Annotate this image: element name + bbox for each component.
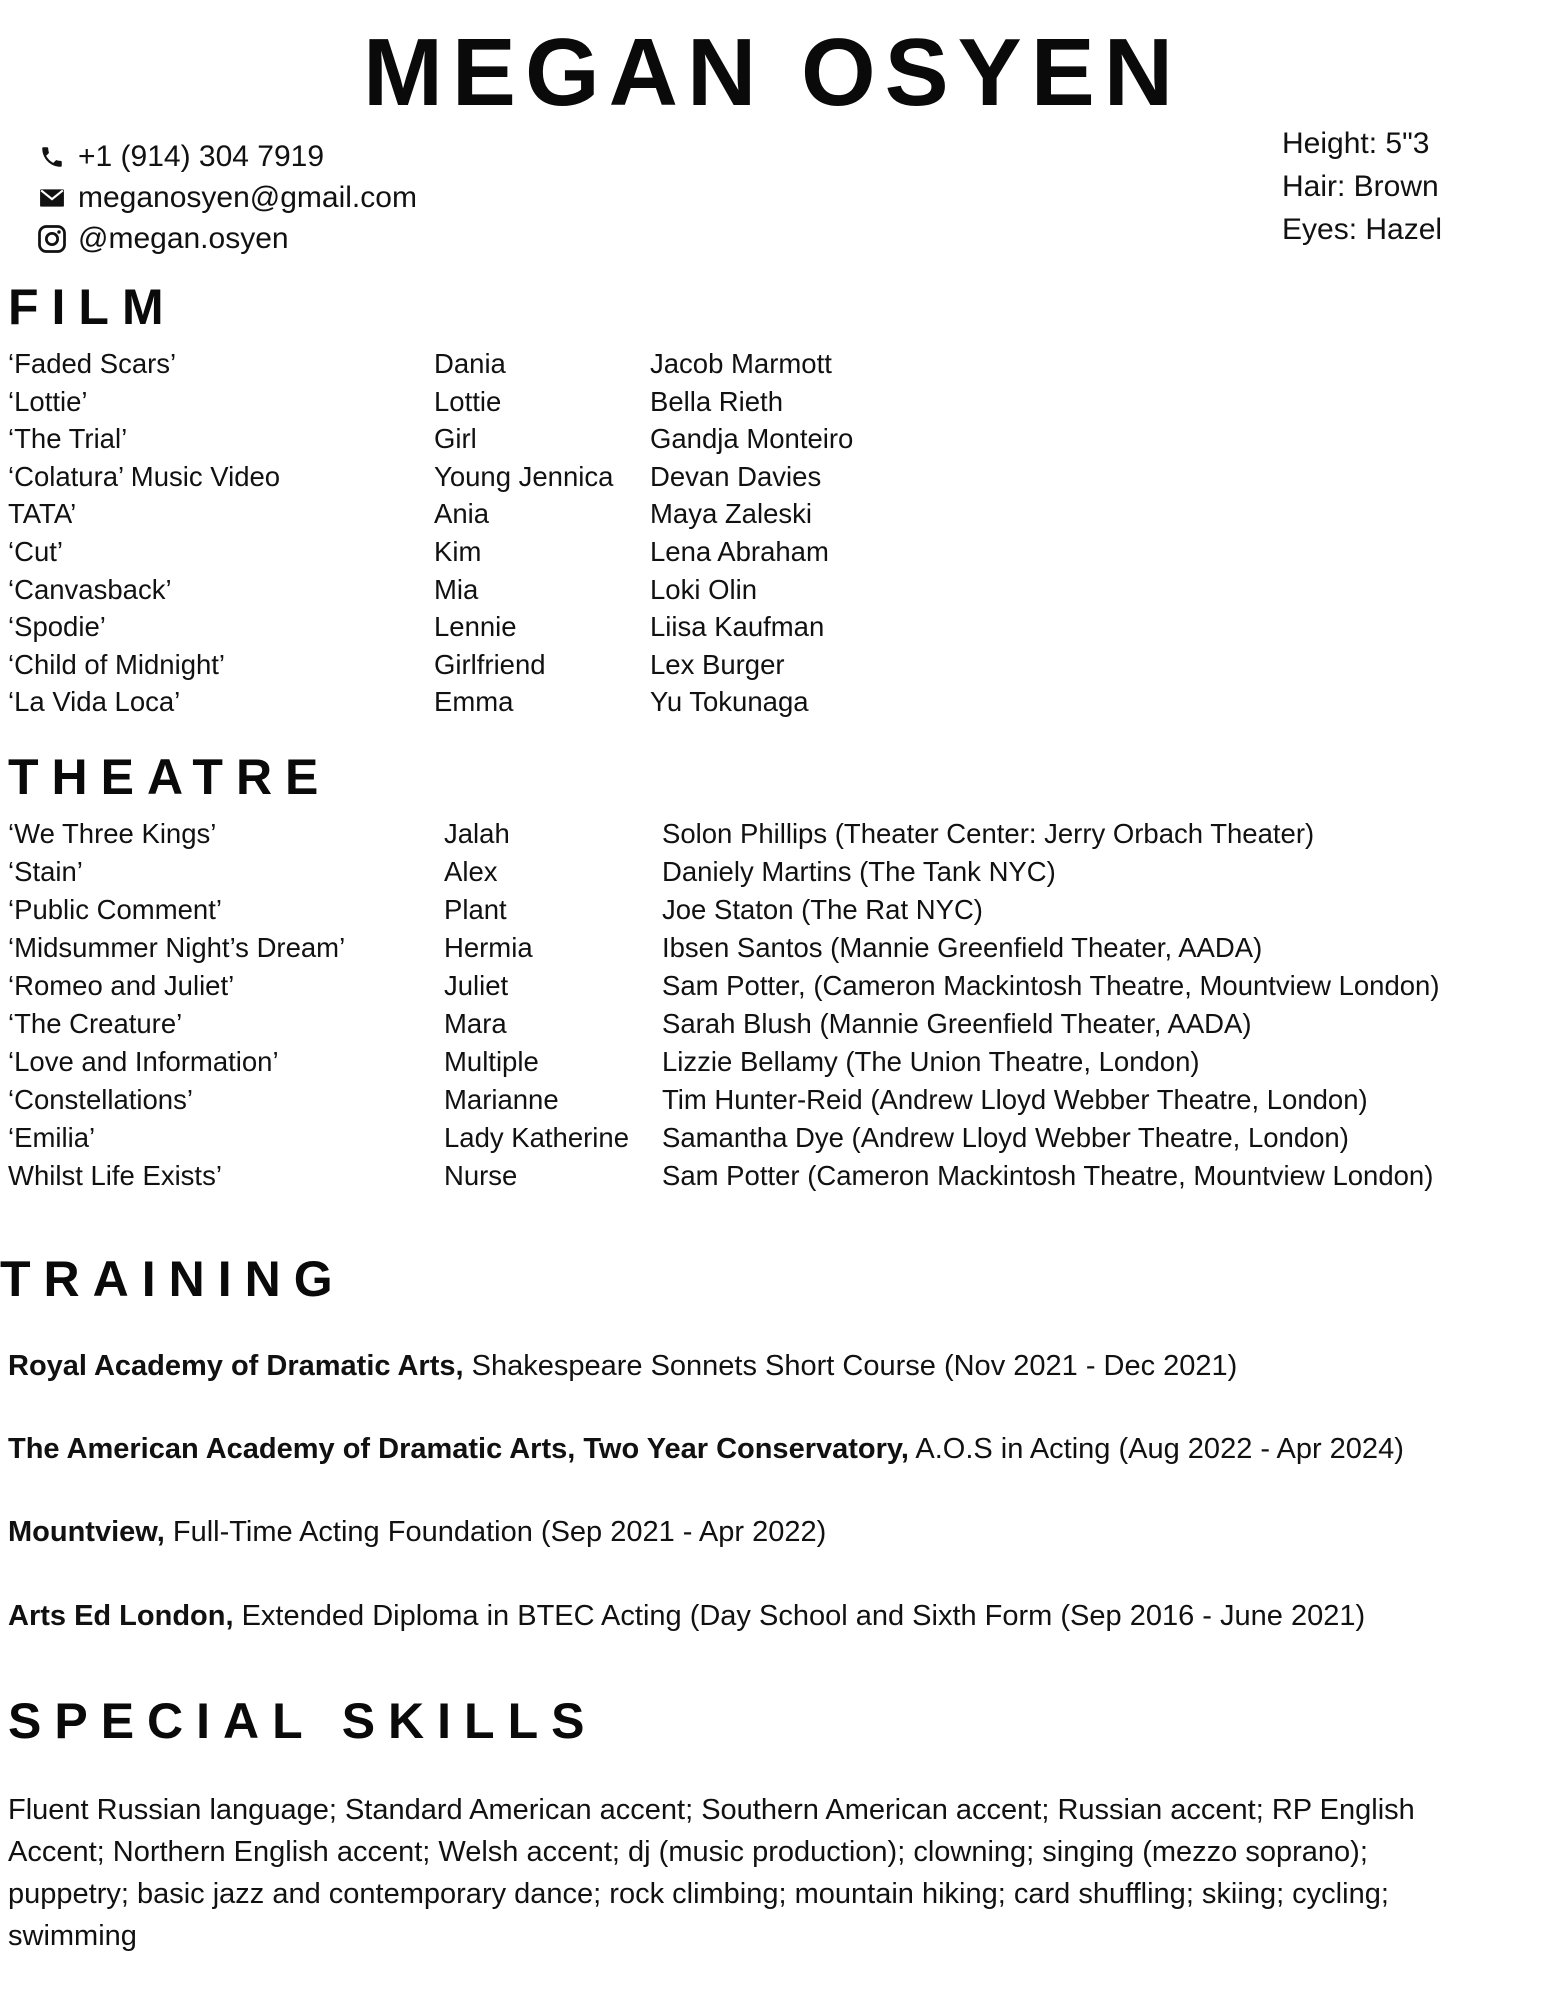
film-heading: FILM — [8, 279, 177, 335]
credit-title: ‘Emilia’ — [8, 1122, 96, 1153]
credit-row — [0, 348, 1545, 386]
credit-row — [0, 1122, 1545, 1160]
credit-title: ‘Constellations’ — [8, 1084, 193, 1115]
credit-row — [0, 574, 1545, 612]
credit-title: ‘The Trial’ — [8, 423, 128, 455]
phone-number: +1 (914) 304 7919 — [78, 140, 325, 173]
training-heading: TRAINING — [0, 1251, 346, 1307]
credit-director: Lizzie Bellamy (The Union Theatre, London) — [662, 1046, 1200, 1077]
training-item — [8, 1600, 1365, 1633]
credit-role: Marianne — [444, 1084, 559, 1115]
credit-role: Kim — [434, 536, 482, 567]
training-item — [8, 1433, 1404, 1466]
credit-director: Lena Abraham — [650, 536, 829, 567]
credit-director: Yu Tokunaga — [650, 686, 809, 718]
training-item — [8, 1516, 826, 1549]
credit-row — [0, 461, 1545, 499]
skills-line: swimming — [8, 1920, 137, 1952]
training-detail: Full-Time Acting Foundation (Sep 2021 - Apr 2022) — [164, 1516, 827, 1548]
training-school: Mountview, — [8, 1516, 165, 1548]
credit-row — [0, 649, 1545, 687]
credit-row — [0, 932, 1545, 970]
training-school: Arts Ed London, — [8, 1600, 234, 1632]
credit-role: Mara — [444, 1008, 507, 1039]
contact-email — [36, 178, 417, 218]
skills-heading: SPECIAL SKILLS — [8, 1693, 598, 1749]
credit-role: Jalah — [444, 818, 510, 849]
credit-director: Liisa Kaufman — [650, 611, 825, 643]
credit-role: Mia — [434, 573, 479, 605]
credit-row — [0, 686, 1545, 724]
credit-director: Joe Staton (The Rat NYC) — [662, 894, 983, 925]
credit-title: ‘Faded Scars’ — [8, 348, 177, 379]
credit-title: Whilst Life Exists’ — [8, 1160, 222, 1191]
credit-row — [0, 1084, 1545, 1122]
credit-director: Sarah Blush (Mannie Greenfield Theater, AADA) — [662, 1008, 1252, 1039]
credit-title: ‘Romeo and Juliet’ — [8, 970, 235, 1001]
credit-director: Gandja Monteiro — [650, 423, 854, 455]
contact-phone — [36, 137, 324, 177]
credit-role: Young Jennica — [434, 460, 614, 492]
credit-title: ‘The Creature’ — [8, 1008, 183, 1039]
credit-role: Ania — [434, 498, 490, 530]
email-icon — [36, 182, 68, 214]
credit-title: ‘Midsummer Night’s Dream’ — [8, 932, 346, 963]
instagram-icon — [36, 223, 68, 255]
credit-role: Emma — [434, 686, 514, 718]
credit-director: Lex Burger — [650, 648, 785, 680]
credit-role: Juliet — [444, 970, 509, 1001]
credit-director: Ibsen Santos (Mannie Greenfield Theater, AADA) — [662, 932, 1263, 963]
credit-role: Multiple — [444, 1046, 539, 1077]
credit-role: Hermia — [444, 932, 533, 963]
credit-row — [0, 386, 1545, 424]
training-school: The American Academy of Dramatic Arts, Two Year Conservatory, — [8, 1433, 909, 1465]
credit-title: ‘Cut’ — [8, 536, 64, 567]
credit-title: ‘Child of Midnight’ — [8, 648, 226, 680]
credit-role: Plant — [444, 894, 507, 925]
credit-role: Lennie — [434, 611, 517, 643]
training-item — [8, 1350, 1237, 1383]
skills-line: Accent; Northern English accent; Welsh accent; dj (music production); clowning; singing (mezzo soprano); — [8, 1836, 1368, 1868]
credit-row — [0, 1046, 1545, 1084]
email-address: meganosyen@gmail.com — [78, 181, 417, 214]
resume-name: MEGAN OSYEN — [362, 19, 1183, 126]
skills-line: Fluent Russian language; Standard American accent; Southern American accent; Russian accent; RP English — [8, 1794, 1415, 1826]
contact-instagram — [36, 219, 289, 259]
training-school: Royal Academy of Dramatic Arts, — [8, 1350, 464, 1382]
credit-director: Jacob Marmott — [650, 348, 832, 379]
credit-title: ‘Public Comment’ — [8, 894, 222, 925]
credit-role: Girlfriend — [434, 648, 546, 680]
credit-row — [0, 856, 1545, 894]
credit-row — [0, 1008, 1545, 1046]
attribute-eyes: Eyes: Hazel — [1282, 213, 1443, 246]
credit-director: Sam Potter (Cameron Mackintosh Theatre, Mountview London) — [662, 1160, 1434, 1191]
skills-line: puppetry; basic jazz and contemporary dance; rock climbing; mountain hiking; card shuffling; skiing; cycling; — [8, 1878, 1389, 1910]
credit-row — [0, 536, 1545, 574]
attribute-hair: Hair: Brown — [1282, 170, 1439, 203]
credit-title: ‘Canvasback’ — [8, 573, 172, 605]
instagram-handle: @megan.osyen — [78, 222, 289, 255]
credit-title: ‘Love and Information’ — [8, 1046, 279, 1077]
credit-director: Sam Potter, (Cameron Mackintosh Theatre, Mountview London) — [662, 970, 1440, 1001]
credit-director: Devan Davies — [650, 460, 822, 492]
credit-director: Tim Hunter-Reid (Andrew Lloyd Webber Theatre, London) — [662, 1084, 1368, 1115]
credit-title: TATA’ — [8, 498, 77, 530]
credit-director: Samantha Dye (Andrew Lloyd Webber Theatre, London) — [662, 1122, 1349, 1153]
credit-row — [0, 498, 1545, 536]
credit-director: Daniely Martins (The Tank NYC) — [662, 856, 1056, 887]
training-detail: Extended Diploma in BTEC Acting (Day School and Sixth Form (Sep 2016 - June 2021) — [233, 1600, 1366, 1632]
credit-row — [0, 818, 1545, 856]
credit-role: Alex — [444, 856, 498, 887]
credit-role: Girl — [434, 423, 477, 455]
credit-role: Lottie — [434, 385, 502, 417]
credit-title: ‘La Vida Loca’ — [8, 686, 181, 718]
credit-row — [0, 611, 1545, 649]
credit-director: Loki Olin — [650, 573, 757, 605]
credit-title: ‘Stain’ — [8, 856, 83, 887]
attribute-height: Height: 5"3 — [1282, 127, 1430, 160]
training-detail: Shakespeare Sonnets Short Course (Nov 2021 - Dec 2021) — [463, 1350, 1238, 1382]
credit-director: Solon Phillips (Theater Center: Jerry Orbach Theater) — [662, 818, 1315, 849]
credit-title: ‘Colatura’ Music Video — [8, 460, 281, 492]
credit-row — [0, 423, 1545, 461]
credit-role: Dania — [434, 348, 506, 379]
credit-role: Lady Katherine — [444, 1122, 629, 1153]
credit-title: ‘Spodie’ — [8, 611, 106, 643]
credit-title: ‘We Three Kings’ — [8, 818, 217, 849]
credit-row — [0, 970, 1545, 1008]
phone-icon — [36, 141, 68, 173]
credit-row — [0, 894, 1545, 932]
credit-title: ‘Lottie’ — [8, 385, 88, 417]
theatre-heading: THEATRE — [8, 749, 332, 805]
credit-row — [0, 1160, 1545, 1198]
credit-director: Maya Zaleski — [650, 498, 812, 530]
credit-role: Nurse — [444, 1160, 518, 1191]
skills-text — [8, 1789, 1468, 1957]
training-detail: A.O.S in Acting (Aug 2022 - Apr 2024) — [908, 1433, 1404, 1465]
credit-director: Bella Rieth — [650, 385, 783, 417]
